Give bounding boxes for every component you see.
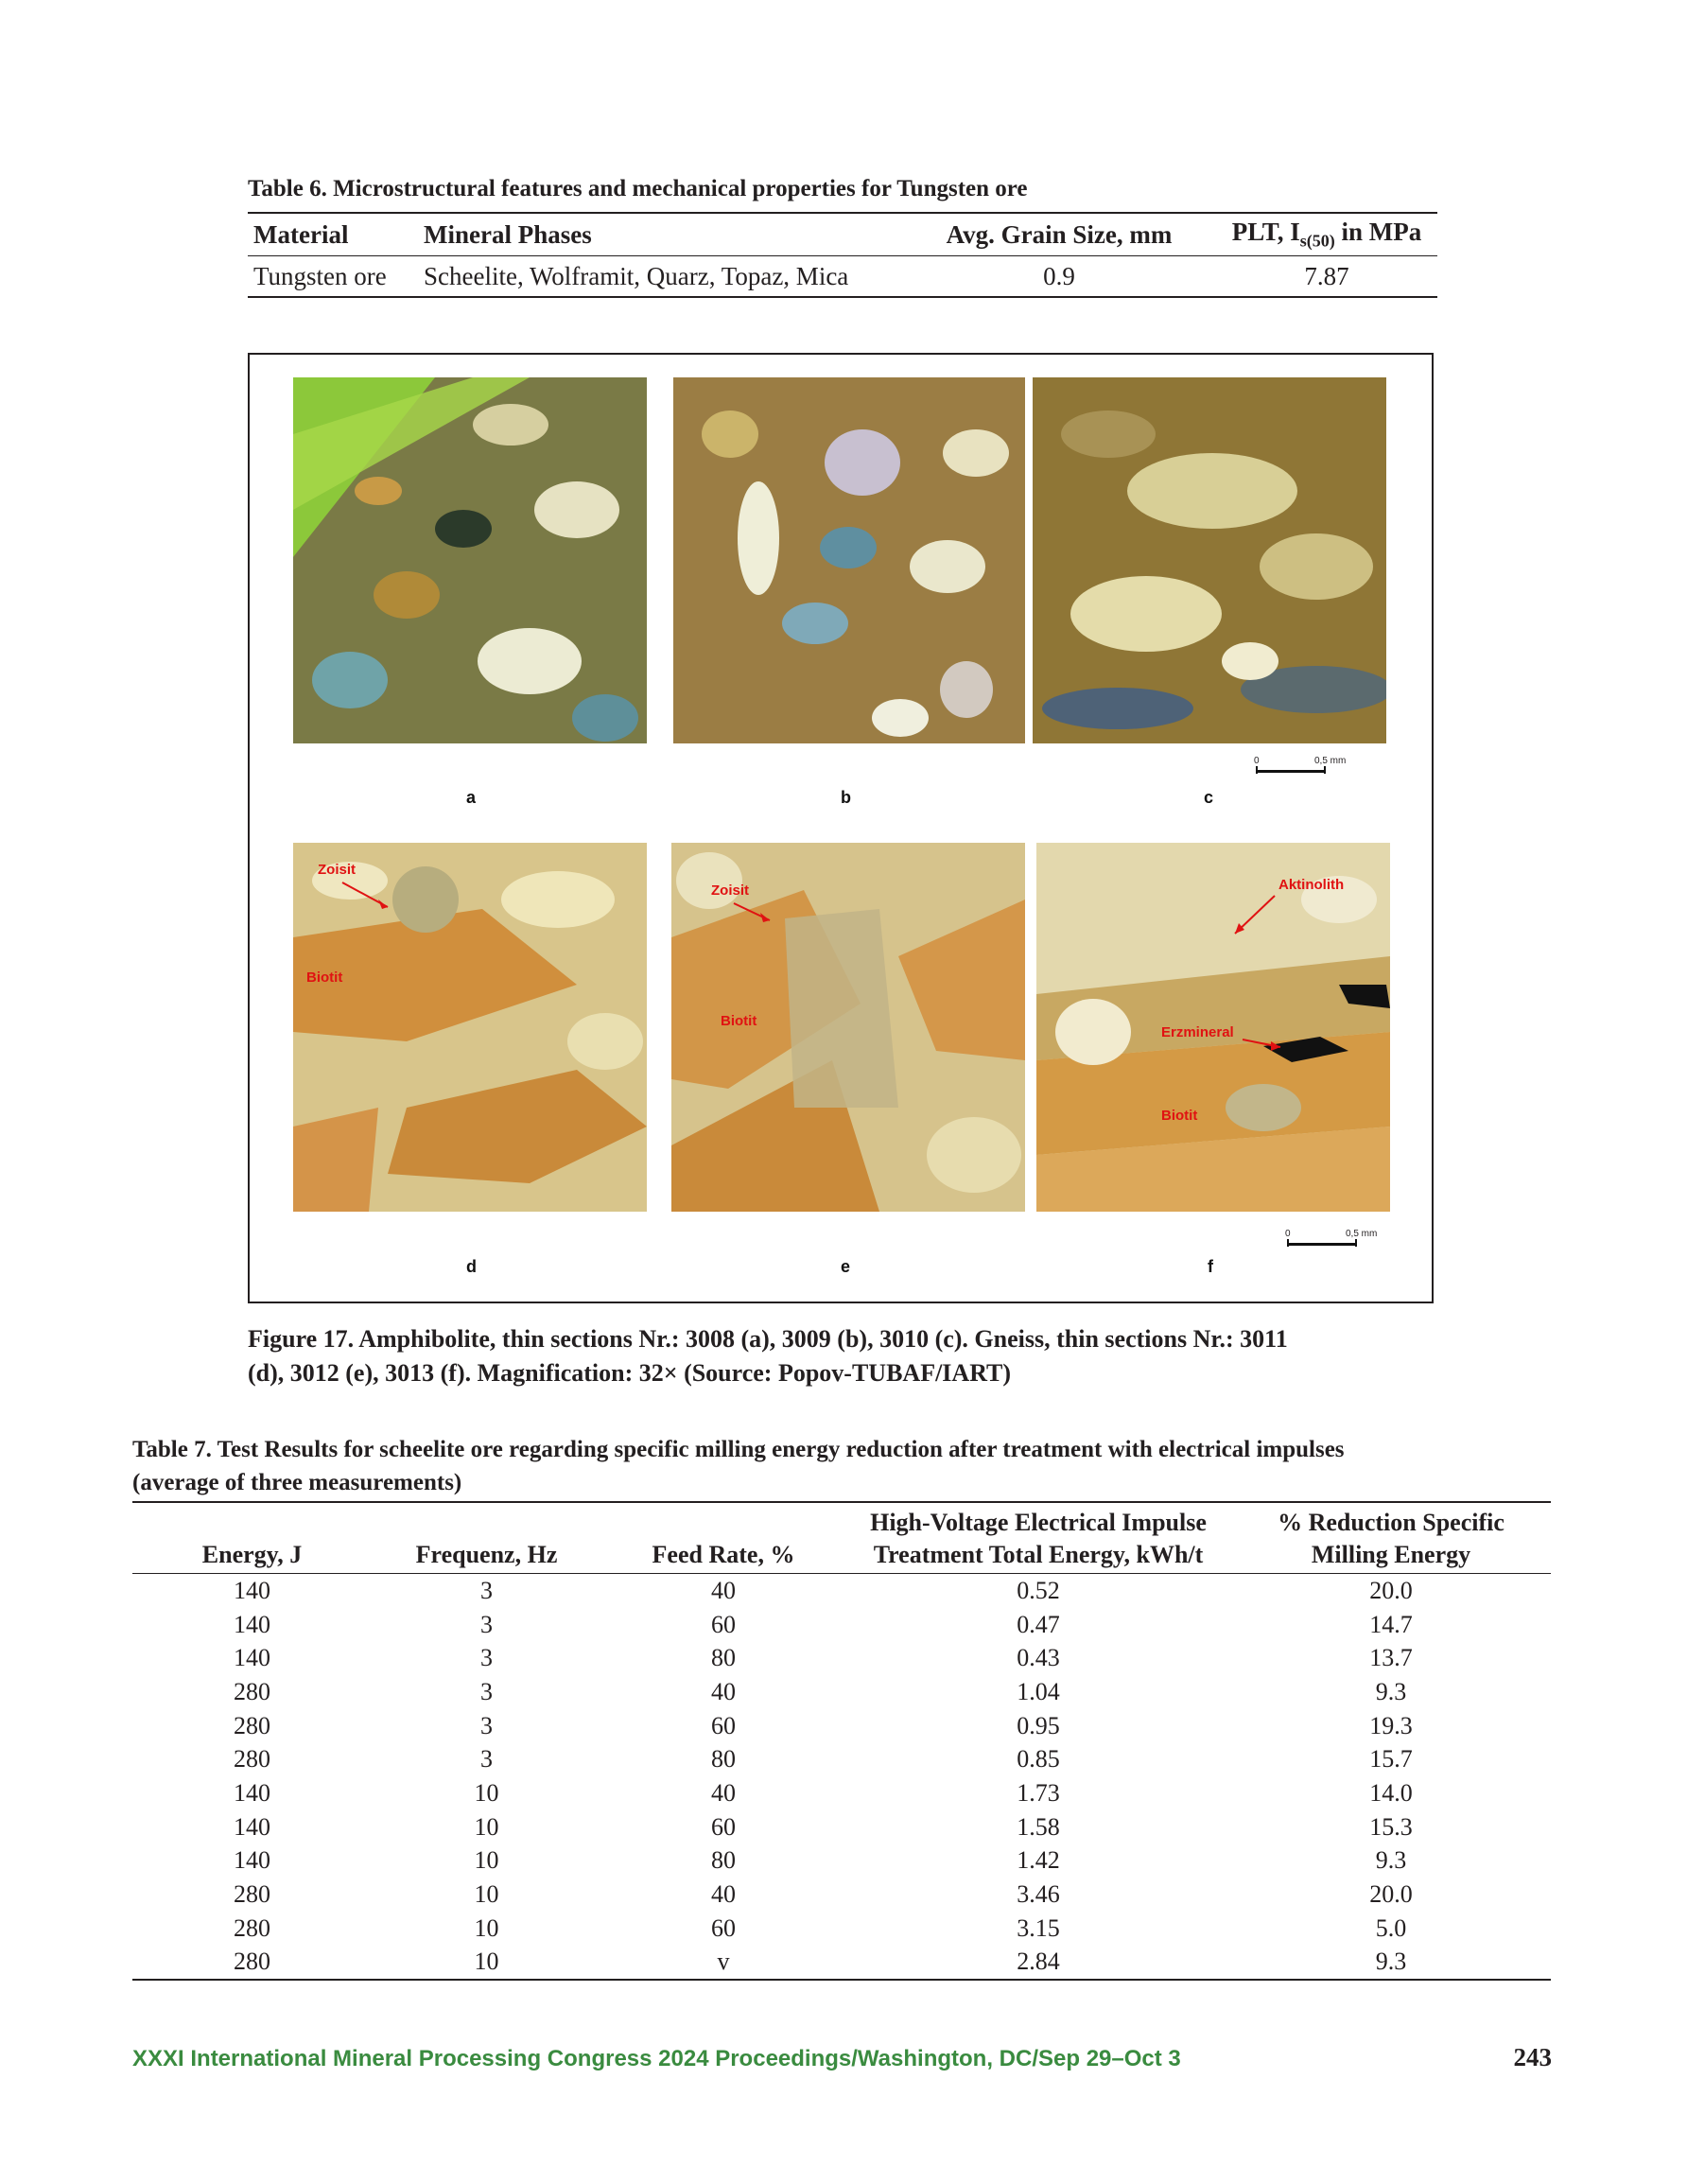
table7-cell-hv-energy: 1.73 (1017, 1778, 1060, 1807)
table7-cell-energy: 140 (234, 1846, 270, 1875)
table7-cell-reduction: 15.3 (1369, 1812, 1413, 1841)
table7-cell-frequenz: 3 (480, 1644, 493, 1672)
table-row (132, 1878, 1551, 1912)
table7-cell-reduction: 9.3 (1375, 1846, 1407, 1875)
table7-header-feed-rate: Feed Rate, % (652, 1541, 795, 1568)
micrograph-c (1033, 377, 1386, 743)
table-row (132, 1776, 1551, 1810)
table7-cell-hv-energy: 0.52 (1017, 1576, 1060, 1604)
table7-cell-energy: 140 (234, 1644, 270, 1672)
table-row (132, 1574, 1551, 1608)
table7-cell-energy: 280 (234, 1880, 270, 1909)
scale-bar-line (1256, 770, 1326, 773)
table7-cell-feed-rate: 80 (711, 1846, 736, 1875)
panel-label-e: e (841, 1257, 851, 1276)
table6-header-grain-size: Avg. Grain Size, mm (946, 219, 1173, 249)
annotation-f-aktinolith: Aktinolith (1278, 877, 1345, 893)
table7-body (132, 1574, 1551, 1981)
table6-header-row (248, 213, 1437, 256)
table-row (132, 1810, 1551, 1844)
table7-cell-frequenz: 10 (474, 1948, 499, 1976)
table7-cell-energy: 140 (234, 1610, 270, 1638)
table7-cell-energy: 280 (234, 1677, 270, 1705)
table7-cell-energy: 280 (234, 1711, 270, 1739)
table7 (132, 1501, 1551, 1981)
table7-cell-feed-rate: 40 (711, 1778, 736, 1807)
table7-cell-feed-rate: 40 (711, 1677, 736, 1705)
table7-cell-reduction: 14.0 (1369, 1778, 1413, 1807)
table7-header-reduction: % Reduction Specific Milling Energy (1278, 1509, 1504, 1568)
table7-cell-hv-energy: 1.58 (1017, 1812, 1060, 1841)
table7-cell-energy: 140 (234, 1778, 270, 1807)
panel-label-d: d (466, 1257, 477, 1276)
footer-conference-title: XXXI International Mineral Processing Congress 2024 Proceedings/Washington, DC/Sep 29–Oct 3 (132, 2046, 1181, 2071)
arrow-d-zoisit (293, 843, 647, 1212)
table7-cell-feed-rate: 40 (711, 1576, 736, 1604)
table-row (132, 1912, 1551, 1946)
annotation-f-biotit: Biotit (1161, 1108, 1198, 1124)
table7-cell-frequenz: 3 (480, 1677, 493, 1705)
table-row (248, 256, 1437, 298)
scale-bar-zero-label: 0 (1285, 1229, 1291, 1239)
table7-cell-feed-rate: v (717, 1948, 730, 1976)
table7-cell-frequenz: 10 (474, 1778, 499, 1807)
table7-cell-feed-rate: 80 (711, 1745, 736, 1773)
table7-header-energy: Energy, J (201, 1541, 303, 1568)
table7-cell-frequenz: 10 (474, 1812, 499, 1841)
arrow-f-erzmineral (1036, 843, 1390, 1212)
table7-cell-reduction: 9.3 (1375, 1948, 1407, 1976)
table7-cell-feed-rate: 60 (711, 1610, 736, 1638)
scale-bar-value-label: 0,5 mm (1346, 1229, 1378, 1239)
scale-bar-zero-label: 0 (1254, 756, 1260, 766)
table7-cell-hv-energy: 3.46 (1017, 1880, 1060, 1909)
table-row (132, 1946, 1551, 1981)
table7-header-frequenz: Frequenz, Hz (415, 1541, 558, 1568)
table7-cell-frequenz: 10 (474, 1913, 499, 1942)
table7-cell-feed-rate: 60 (711, 1812, 736, 1841)
panel-label-b: b (841, 788, 851, 807)
table6-header-plt: PLT, $I_{s(50)}$ in MPa (1231, 218, 1422, 251)
table7-cell-frequenz: 10 (474, 1880, 499, 1909)
table6-cell-grain-size: 0.9 (1043, 261, 1075, 290)
table7-cell-frequenz: 3 (480, 1745, 493, 1773)
table7-cell-frequenz: 3 (480, 1711, 493, 1739)
table7-cell-hv-energy: 1.04 (1017, 1677, 1060, 1705)
table7-cell-energy: 140 (234, 1812, 270, 1841)
table7-cell-hv-energy: 0.43 (1017, 1644, 1060, 1672)
table7-cell-reduction: 19.3 (1369, 1711, 1413, 1739)
table6-cell-mineral-phases: Scheelite, Wolframit, Quarz, Topaz, Mica (424, 261, 849, 290)
table-row (132, 1844, 1551, 1878)
panel-label-c: c (1204, 788, 1214, 807)
table7-cell-energy: 280 (234, 1745, 270, 1773)
table7-cell-hv-energy: 1.42 (1017, 1846, 1060, 1875)
table7-cell-energy: 280 (234, 1948, 270, 1976)
table7-cell-feed-rate: 60 (711, 1711, 736, 1739)
table7-caption: Table 7. Test Results for scheelite ore regarding specific milling energy reduction after treatment with electrical impulses (average of three measurements) (132, 1437, 1345, 1495)
annotation-e-biotit: Biotit (721, 1013, 757, 1029)
table7-cell-reduction: 20.0 (1369, 1576, 1413, 1604)
annotation-f-erzmineral: Erzmineral (1161, 1024, 1234, 1040)
table7-cell-reduction: 15.7 (1369, 1745, 1413, 1773)
table7-cell-energy: 280 (234, 1913, 270, 1942)
table-row (132, 1675, 1551, 1709)
annotation-d-biotit: Biotit (306, 970, 343, 986)
table7-cell-reduction: 20.0 (1369, 1880, 1413, 1909)
table6-cell-plt: 7.87 (1304, 261, 1349, 290)
table-row (132, 1709, 1551, 1743)
table7-cell-hv-energy: 0.47 (1017, 1610, 1060, 1638)
table7-header-row (132, 1502, 1551, 1574)
annotation-e-zoisit: Zoisit (711, 882, 749, 899)
table7-cell-feed-rate: 60 (711, 1913, 736, 1942)
scale-bar-value-label: 0,5 mm (1314, 756, 1347, 766)
figure-17-caption: Figure 17. Amphibolite, thin sections Nr.: 3008 (a), 3009 (b), 3010 (c). Gneiss, thin sections Nr.: 3011 (d), 3012 (e), 3013 (f). Magnification: 32× (Source: Popov-TUBAF/IART) (248, 1325, 1288, 1387)
scale-bar-top (1252, 756, 1347, 777)
table6-header-mineral-phases: Mineral Phases (424, 219, 592, 249)
table6-caption: Table 6. Microstructural features and mechanical properties for Tungsten ore (248, 176, 1028, 201)
table7-cell-reduction: 13.7 (1369, 1644, 1413, 1672)
scale-bar-bottom (1283, 1229, 1378, 1249)
panel-label-a: a (466, 788, 477, 807)
table6-header-material: Material (253, 219, 349, 249)
table7-cell-reduction: 5.0 (1375, 1913, 1407, 1942)
table7-cell-hv-energy: 0.85 (1017, 1745, 1060, 1773)
micrograph-d (293, 843, 647, 1212)
figure-17-frame (248, 353, 1434, 1303)
table7-cell-frequenz: 3 (480, 1576, 493, 1604)
table7-cell-feed-rate: 80 (711, 1644, 736, 1672)
table7-cell-hv-energy: 2.84 (1017, 1948, 1060, 1976)
table7-cell-hv-energy: 0.95 (1017, 1711, 1060, 1739)
page-number: 243 (1513, 2043, 1552, 2071)
micrograph-b (673, 377, 1027, 743)
table7-cell-energy: 140 (234, 1576, 270, 1604)
table7-cell-reduction: 9.3 (1375, 1677, 1407, 1705)
table-row (132, 1641, 1551, 1675)
table7-header-hv-energy: High-Voltage Electrical Impulse Treatment Total Energy, kWh/t (870, 1509, 1207, 1568)
table7-cell-feed-rate: 40 (711, 1880, 736, 1909)
table7-cell-frequenz: 10 (474, 1846, 499, 1875)
table6-cell-material: Tungsten ore (253, 261, 387, 290)
micrograph-a (293, 377, 647, 743)
table7-cell-hv-energy: 3.15 (1017, 1913, 1060, 1942)
table-row (132, 1742, 1551, 1776)
table-row (132, 1608, 1551, 1642)
table6 (248, 212, 1437, 298)
table7-cell-reduction: 14.7 (1369, 1610, 1413, 1638)
table7-cell-frequenz: 3 (480, 1610, 493, 1638)
scale-bar-line (1287, 1243, 1357, 1246)
annotation-d-zoisit: Zoisit (318, 862, 356, 878)
panel-label-f: f (1208, 1257, 1213, 1276)
micrograph-e (671, 843, 1025, 1212)
micrograph-f (1036, 843, 1390, 1212)
